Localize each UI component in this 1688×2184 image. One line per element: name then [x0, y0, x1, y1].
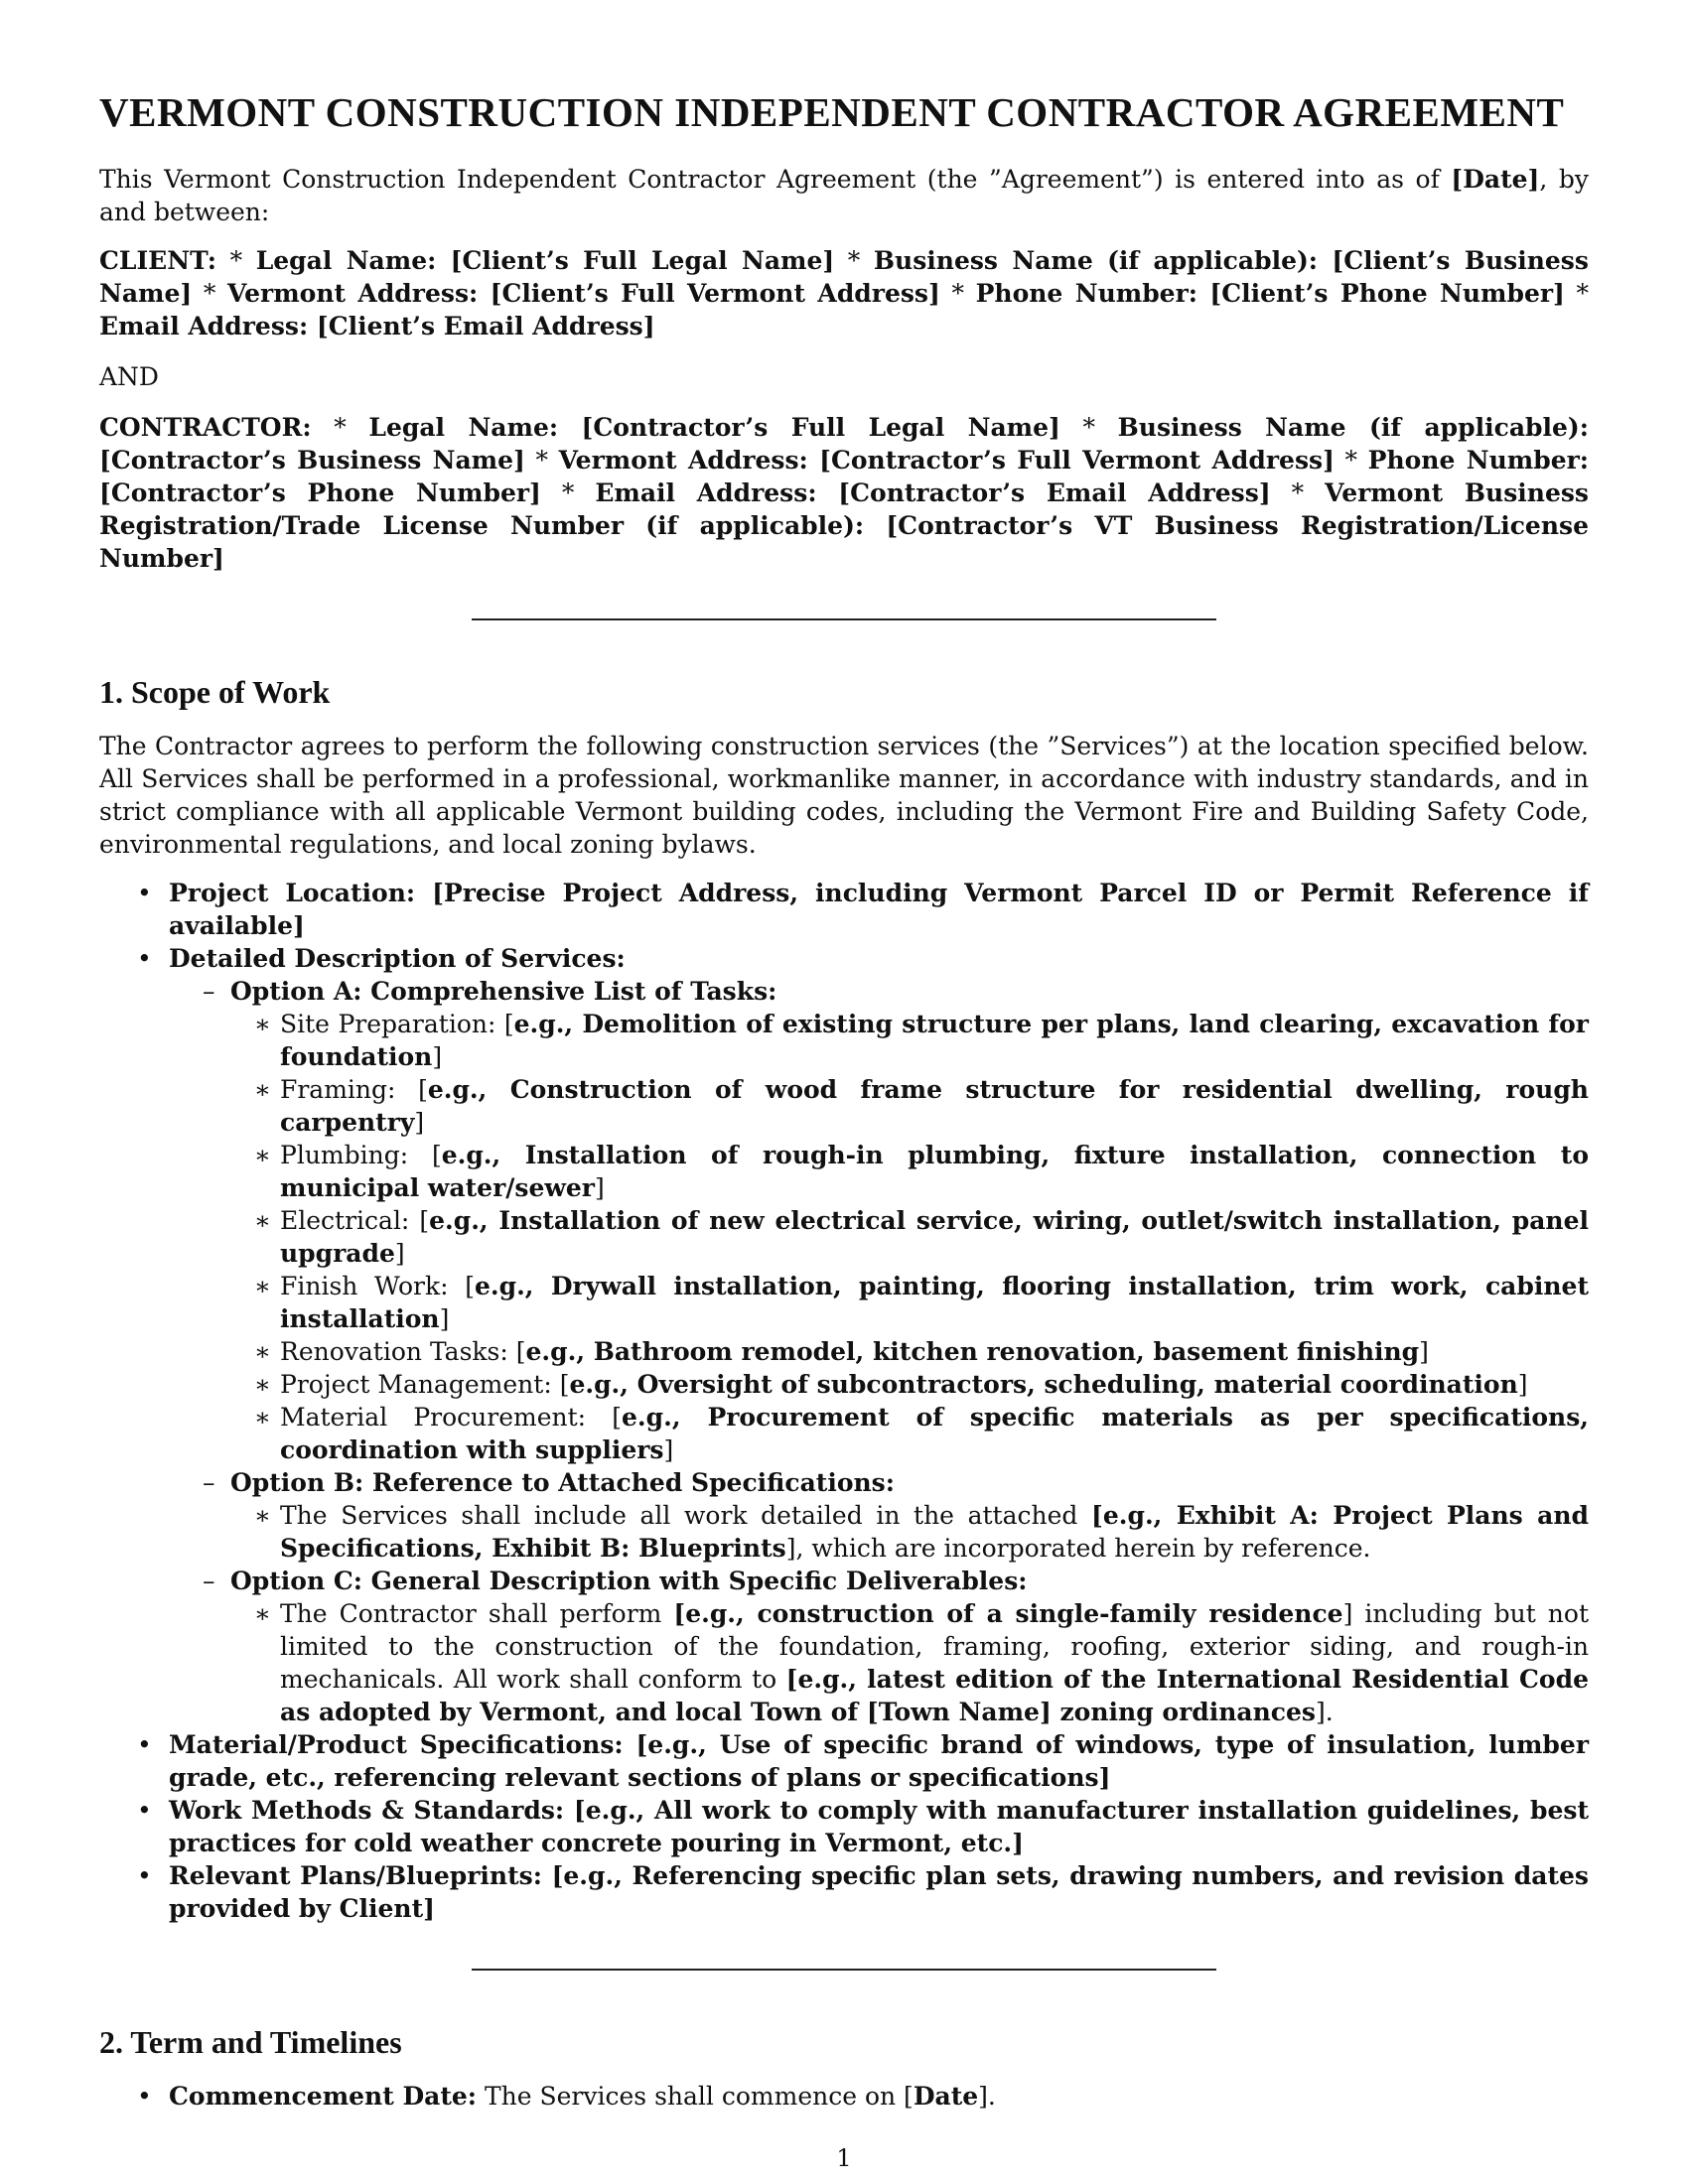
client-business-name-label: Business Name (if applicable): [873, 246, 1319, 275]
option-c-item: ∗ The Contractor shall perform [e.g., construction of a single-family residence] including but not limited to the construction of the foundation, framing, roofing, exterior siding, and rough-in mechanicals. All work shall conform to [e.g., latest edition of the International Residential Code as adopted by Vermont, and local Town of [Town Name] zoning ordinances]. [230, 1597, 1589, 1728]
client-phone: [Client’s Phone Number] [1197, 279, 1565, 308]
list-item-plans: • Relevant Plans/Blueprints: [e.g., Referencing specific plan sets, drawing numbers, and revision dates provided by Client] [99, 1859, 1589, 1925]
contractor-legal-name-label: Legal Name: [368, 413, 559, 442]
list-item-commencement: • Commencement Date: The Services shall commence on [Date]. [99, 2080, 1589, 2113]
page-number: 1 [836, 2144, 852, 2172]
contractor-label: CONTRACTOR: [99, 413, 312, 442]
intro-text-end: , by and between: [99, 165, 1589, 226]
task-item: ∗ Framing: [e.g., Construction of wood frame structure for residential dwelling, rough carpentry] [230, 1073, 1589, 1139]
client-items: * Legal Name: [Client’s Full Legal Name] * Business Name (if applicable): [Client’s Business Name] * Vermont Address: [Client’s Full Vermont Address] * Phone Number: [Client’s Phone Number] * Email Address: [Client’s Email Address] [99, 246, 1590, 341]
task-item: ∗ Material Procurement: [e.g., Procurement of specific materials as per specifications, coordination with suppliers] [230, 1401, 1589, 1466]
term-list [99, 2080, 1589, 2113]
contractor-email-label: Email Address: [595, 478, 817, 507]
agreement-date: [Date] [1451, 165, 1540, 194]
task-list [230, 1008, 1589, 1466]
option-c: – Option C: General Description with Specific Deliverables: ∗ The Contractor shall perform [e.g., construction of a single-family residence] including but not limited to the construction of the foundation, framing, roofing, exterior siding, and rough-in mechanicals. All work shall conform to [e.g., latest edition of the International Residential Code as adopted by Vermont, and local Town of [Town Name] zoning ordinances]. [169, 1565, 1589, 1728]
contractor-business-name-label: Business Name (if applicable): [1117, 413, 1589, 442]
scope-paragraph: The Contractor agrees to perform the following construction services (the ”Services”) at the location specified below. All Services shall be performed in a professional, workmanlike manner, in accordance with industry standards, and in strict compliance with all applicable Vermont building codes, including the Vermont Fire and Building Safety Code, environmental regulations, and local zoning bylaws. [99, 732, 1589, 859]
client-email: [Client’s Email Address] [308, 312, 655, 341]
contractor-email: [Contractor’s Email Address] [816, 478, 1271, 507]
client-business-name: [Client’s Business Name] [99, 246, 1589, 308]
task-item: ∗ Finish Work: [e.g., Drywall installation, painting, flooring installation, trim work, cabinet installation] [230, 1270, 1589, 1335]
section-1-heading: 1. Scope of Work [99, 674, 331, 710]
list-item-work-methods: • Work Methods & Standards: [e.g., All work to comply with manufacturer installation guidelines, best practices for cold weather concrete pouring in Vermont, etc.] [99, 1794, 1589, 1859]
document-page [99, 79, 1589, 2113]
option-b: – Option B: Reference to Attached Specifications: ∗ The Services shall include all work detailed in the attached [e.g., Exhibit A: Project Plans and Specifications, Exhibit B: Blueprints], which are incorporated herein by reference. [169, 1466, 1589, 1565]
task-item: ∗ Site Preparation: [e.g., Demolition of existing structure per plans, land clearing, excavation for foundation] [230, 1008, 1589, 1073]
contractor-phone: [Contractor’s Phone Number] [99, 478, 541, 507]
section-2-heading: 2. Term and Timelines [99, 2024, 402, 2060]
contractor-legal-name: [Contractor’s Full Legal Name] [558, 413, 1060, 442]
contractor-items: * Legal Name: [Contractor’s Full Legal Name] * Business Name (if applicable): [Contractor’s Business Name] * Vermont Address: [Contractor’s Full Vermont Address] * Phone Number: [Contractor’s Phone Number] * Email Address: [Contractor’s Email Address] * Vermont Business Registration/Trade License Number (if applicable): [Contractor’s VT Business Registration/License Number] [99, 413, 1589, 573]
list-item-detailed-description: • Detailed Description of Services: – Option A: Comprehensive List of Tasks: ∗ Site Preparation: [e.g., Demolition of existing structure per plans, land clearing, excavation for foundation] ∗ Framing: [e.g., Construction of wood frame structure for residential dwelling, rough carpentry] ∗ Plumbing: [e.g., Installation of rough-in plumbing, fixture installation, connection to municipal water/sewer] ∗ Electrical: [e.g., Installation of new electrical service, wiring, outlet/switch installation, panel upgrade] ∗ Finish Work: [e.g., Drywall installation, painting, flooring installation, trim work, cabinet installation] ∗ Renovation Tasks: [e.g., Bathroom remodel, kitchen renovation, basement finishing] ∗ Project Management: [e.g., Oversight of subcontractors, scheduling, material coordination] ∗ Material Procurement: [e.g., Procurement of specific materials as per specifications, coordination with suppliers] – Option B: Reference to Attached Specifications: ∗ The Services shall include all work detailed in the attached [e.g., Exhibit A: Project Plans and Specifications, Exhibit B: Blueprints], which are incorporated herein by reference. – Option C: General Description with Specific Deliverables: ∗ The Contractor shall perform [e.g., construction of a single-family residence] including but not limited to the construction of the foundation, framing, roofing, exterior siding, and rough-in mechanicals. All work shall conform to [e.g., latest edition of the International Residential Code as adopted by Vermont, and local Town of [Town Name] zoning ordinances]. [99, 942, 1589, 1728]
client-address-label: Vermont Address: [227, 279, 479, 308]
client-legal-name-label: Legal Name: [255, 246, 437, 275]
contractor-block [99, 411, 1589, 575]
list-item-project-location: • Project Location: [Precise Project Address, including Vermont Parcel ID or Permit Reference if available] [99, 877, 1589, 942]
contractor-business-name: [Contractor’s Business Name] [99, 446, 525, 475]
task-item: ∗ Plumbing: [e.g., Installation of rough-in plumbing, fixture installation, connection to municipal water/sewer] [230, 1139, 1589, 1204]
client-phone-label: Phone Number: [975, 279, 1197, 308]
option-b-list [230, 1499, 1589, 1565]
client-legal-name: [Client’s Full Legal Name] [436, 246, 835, 275]
client-block [99, 244, 1589, 342]
section-divider [472, 1969, 1216, 1971]
and-separator: AND [99, 362, 159, 391]
client-email-label: Email Address: [99, 312, 309, 341]
contractor-address-label: Vermont Address: [558, 446, 808, 475]
client-address: [Client’s Full Vermont Address] [478, 279, 940, 308]
task-item: ∗ Renovation Tasks: [e.g., Bathroom remodel, kitchen renovation, basement finishing] [230, 1335, 1589, 1368]
contractor-license-label: Vermont Business Registration/Trade License Number (if applicable): [99, 478, 1589, 540]
document-title: VERMONT CONSTRUCTION INDEPENDENT CONTRACTOR AGREEMENT [99, 89, 1565, 135]
contractor-address: [Contractor’s Full Vermont Address] [807, 446, 1335, 475]
option-b-item: ∗ The Services shall include all work detailed in the attached [e.g., Exhibit A: Project Plans and Specifications, Exhibit B: Blueprints], which are incorporated herein by reference. [230, 1499, 1589, 1565]
option-a: – Option A: Comprehensive List of Tasks: ∗ Site Preparation: [e.g., Demolition of existing structure per plans, land clearing, excavation for foundation] ∗ Framing: [e.g., Construction of wood frame structure for residential dwelling, rough carpentry] ∗ Plumbing: [e.g., Installation of rough-in plumbing, fixture installation, connection to municipal water/sewer] ∗ Electrical: [e.g., Installation of new electrical service, wiring, outlet/switch installation, panel upgrade] ∗ Finish Work: [e.g., Drywall installation, painting, flooring installation, trim work, cabinet installation] ∗ Renovation Tasks: [e.g., Bathroom remodel, kitchen renovation, basement finishing] ∗ Project Management: [e.g., Oversight of subcontractors, scheduling, material coordination] ∗ Material Procurement: [e.g., Procurement of specific materials as per specifications, coordination with suppliers] [169, 975, 1589, 1466]
options-list [169, 975, 1589, 1728]
contractor-license: [Contractor’s VT Business Registration/License Number] [99, 511, 1589, 573]
intro-text: This Vermont Construction Independent Contractor Agreement (the ”Agreement”) is entered into as of [99, 165, 1452, 194]
scope-list [99, 877, 1589, 1925]
contractor-phone-label: Phone Number: [1367, 446, 1589, 475]
task-item: ∗ Electrical: [e.g., Installation of new electrical service, wiring, outlet/switch installation, panel upgrade] [230, 1204, 1589, 1270]
list-item-material-specs: • Material/Product Specifications: [e.g., Use of specific brand of windows, type of insulation, lumber grade, etc., referencing relevant sections of plans or specifications] [99, 1728, 1589, 1794]
client-label: CLIENT: [99, 246, 217, 275]
option-c-list [230, 1597, 1589, 1728]
intro-paragraph [99, 163, 1589, 228]
task-item: ∗ Project Management: [e.g., Oversight of subcontractors, scheduling, material coordination] [230, 1368, 1589, 1401]
section-divider [472, 618, 1216, 620]
